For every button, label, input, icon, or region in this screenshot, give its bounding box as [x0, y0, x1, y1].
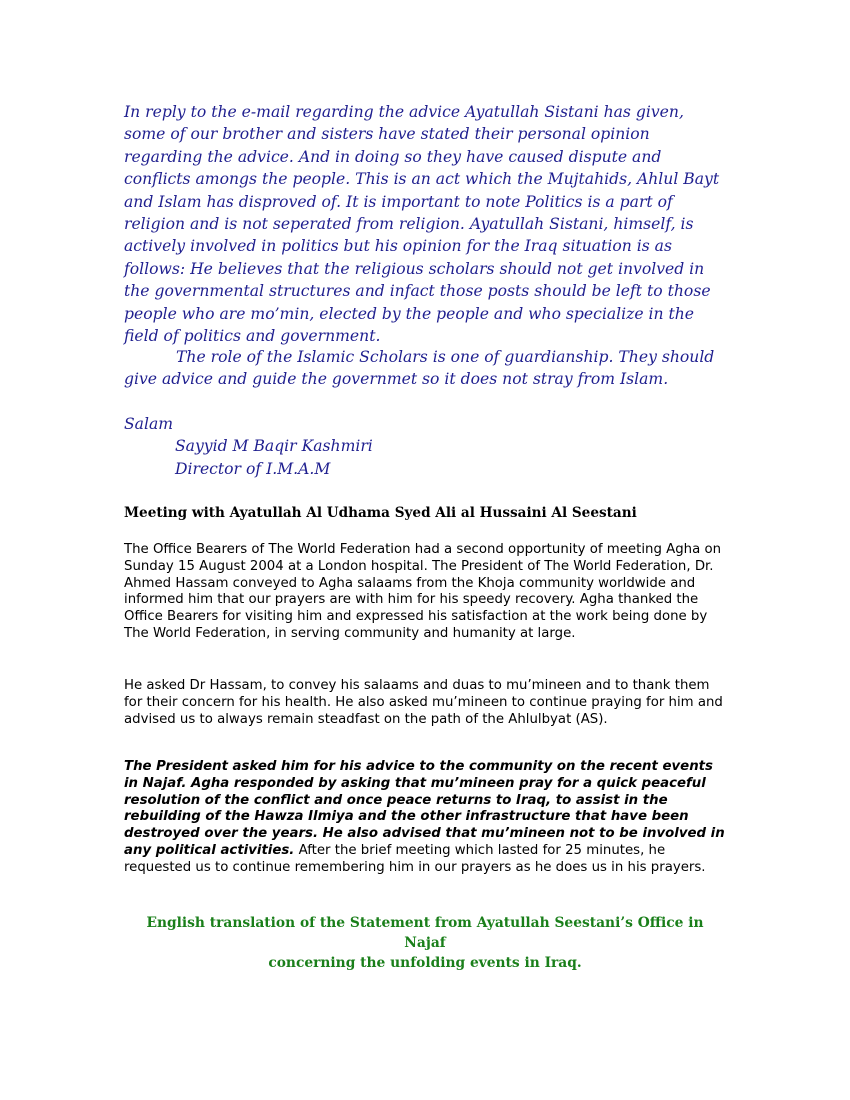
statement-title-line-1: English translation of the Statement from Ayatullah Seestani’s Office in Najaf [146, 915, 704, 951]
letter-paragraph-2: The role of the Islamic Scholars is one of guardianship. They should give advice and guide the governmet so it does not stray from Islam. [124, 348, 715, 389]
letter-salutation: Salam [124, 415, 174, 433]
letter-signature-block [124, 413, 728, 480]
meeting-paragraph-3-rest: After the brief meeting which lasted for 25 minutes, he requested us to continue remembering him in our prayers as he does us in his prayers. [124, 842, 706, 875]
meeting-heading: Meeting with Ayatullah Al Udhama Syed Ali al Hussaini Al Seestani [124, 505, 637, 521]
meeting-paragraph-1: The Office Bearers of The World Federation had a second opportunity of meeting Agha on Sunday 15 August 2004 at a London hospital. The President of The World Federation, Dr. Ahmed Hassam conveyed to Agha salaams from the Khoja community worldwide and informed him that our prayers are with him for his speedy recovery. Agha thanked the Office Bearers for visiting him and expressed his satisfaction at the work being done by The World Federation, in serving community and humanity at large. [124, 542, 722, 641]
statement-title-line-2: concerning the unfolding events in Iraq. [268, 955, 582, 971]
letter-paragraph-1: In reply to the e-mail regarding the advice Ayatullah Sistani has given, some of our brother and sisters have stated their personal opinion regarding the advice. And in doing so they have caused dispute and conflicts amongs the people. This is an act which the Mujtahids, Ahlul Bayt and Islam has disproved of. It is important to note Politics is a part of religion and is not seperated from religion. Ayatullah Sistani, himself, is actively involved in politics but his opinion for the Iraq situation is as follows: He believes that the religious scholars should not get involved in the governmental structures and infact those posts should be left to those people who are mo’min, elected by the people and who specialize in the field of politics and government. [124, 103, 720, 346]
meeting-paragraph-2: He asked Dr Hassam, to convey his salaams and duas to mu’mineen and to thank them for their concern for his health. He also asked mu’mineen to continue praying for him and advised us to always remain steadfast on the path of the Ahlulbyat (AS). [124, 678, 723, 727]
statement-title [124, 913, 726, 973]
meeting-paragraph-3 [124, 759, 730, 877]
signer-name: Sayyid M Baqir Kashmiri [175, 437, 373, 456]
signer-title: Director of I.M.A.M [175, 459, 331, 478]
meeting-advice-emphasis: The President asked him for his advice to the community on the recent events in Najaf. Agha responded by asking that mu’mineen pray for a quick peaceful resolution of the conflict and once peace returns to Iraq, to assist in the rebuilding of the Hawza Ilmiya and the other infrastructure that have been destroyed over the years. He also advised that mu’mineen not to be involved in any political activities. [124, 759, 725, 858]
